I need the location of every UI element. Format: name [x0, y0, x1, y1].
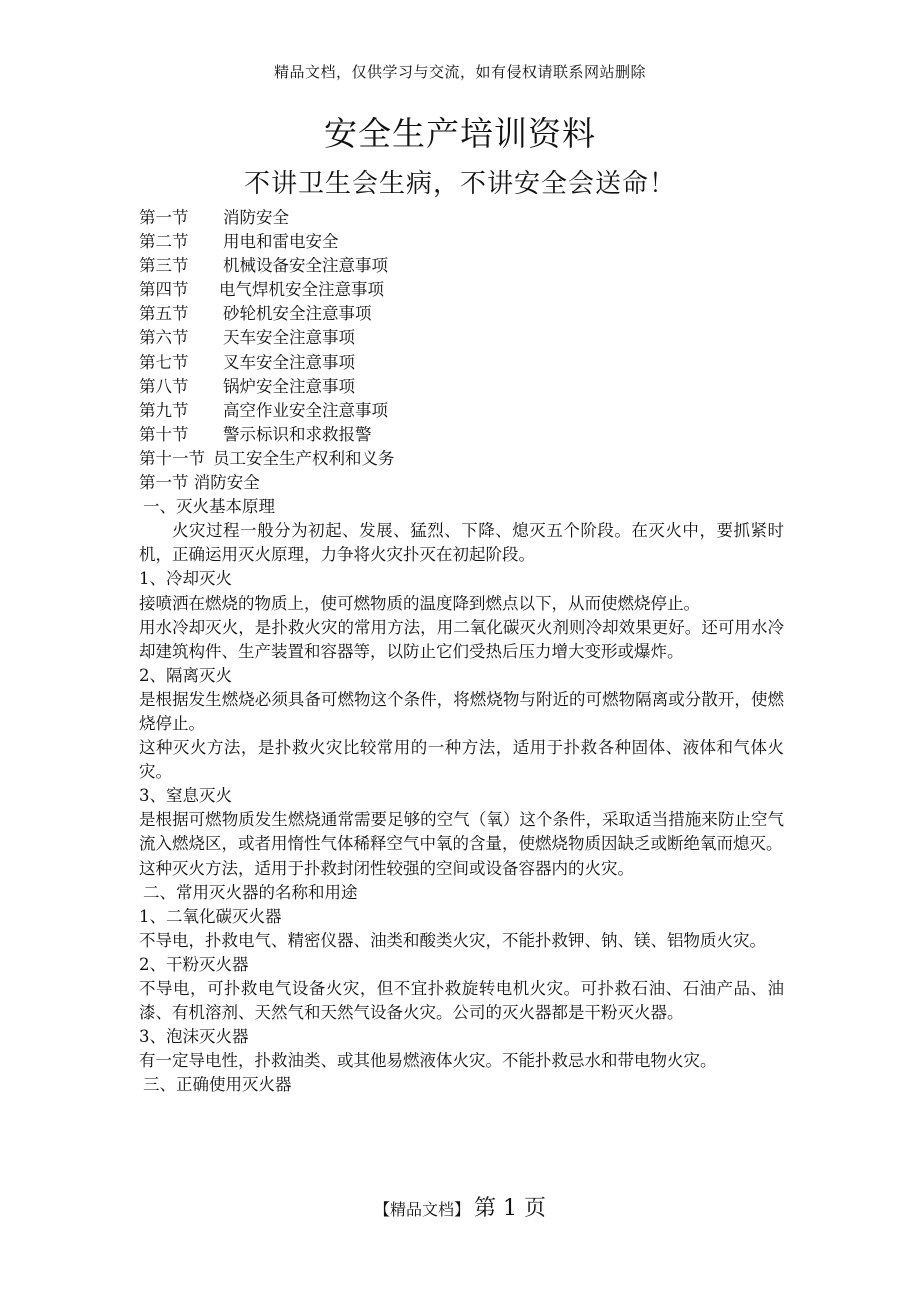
- heading-principles: 一、灭火基本原理: [143, 497, 275, 517]
- toc-text: 电气焊机安全注意事项: [219, 280, 384, 300]
- toc-item: [139, 326, 784, 350]
- toc-item: [139, 423, 784, 447]
- paragraph-dry-powder: 不导电，可扑救电气设备火灾，但不宜扑救旋转电机火灾。可扑救石油、石油产品、油漆、有机溶剂、天然气和天然气设备火灾。公司的灭火器都是干粉灭火器。: [139, 979, 784, 1023]
- document-subtitle: 不讲卫生会生病，不讲安全会送命！: [243, 169, 676, 199]
- paragraph-foam: 有一定导电性，扑救油类、或其他易燃液体火灾。不能扑救忌水和带电物火灾。: [139, 1051, 717, 1071]
- paragraph-suffocation-2: 这种灭火方法，适用于扑救封闭性较强的空间或设备容器内的火灾。: [139, 858, 634, 878]
- toc-text: 砂轮机安全注意事项: [223, 304, 372, 324]
- paragraph-cooling-1: 接喷洒在燃烧的物质上，使可燃物质的温度降到燃点以下，从而使燃烧停止。: [139, 593, 700, 613]
- toc-number: 第十节: [139, 424, 189, 444]
- heading-extinguishers: 二、常用灭火器的名称和用途: [143, 882, 358, 902]
- toc-item: [139, 351, 784, 375]
- toc-text: 天车安全注意事项: [223, 328, 355, 348]
- toc-number: 第三节: [139, 256, 189, 276]
- paragraph-suffocation-1: 是根据可燃物质发生燃烧通常需要足够的空气（氧）这个条件，采取适当措施来防止空气流入燃烧区，或者用惰性气体稀释空气中氧的含量，使燃烧物质因缺乏或断绝氧而熄灭。: [139, 810, 784, 854]
- toc-number: 第五节: [139, 304, 189, 324]
- toc-text: 员工安全生产权利和义务: [213, 448, 395, 468]
- toc-text: 锅炉安全注意事项: [223, 376, 355, 396]
- subheading-foam: 3、泡沫灭火器: [139, 1027, 249, 1047]
- toc-number: 第十一节: [139, 448, 205, 468]
- toc-number: 第一节: [139, 208, 189, 227]
- toc-item: [139, 375, 784, 399]
- page-footer: [0, 1194, 920, 1225]
- toc-number: 第六节: [139, 328, 189, 348]
- toc-text: 叉车安全注意事项: [223, 352, 355, 372]
- toc-item: [139, 230, 784, 254]
- table-of-contents: [139, 206, 784, 471]
- document-title: 安全生产培训资料: [324, 114, 596, 153]
- toc-item: [139, 302, 784, 326]
- footer-label: 【精品文档】: [374, 1200, 471, 1219]
- toc-item: [139, 399, 784, 423]
- toc-text: 用电和雷电安全: [223, 232, 339, 252]
- subheading-suffocation: 3、窒息灭火: [139, 786, 232, 806]
- toc-number: 第八节: [139, 376, 189, 396]
- toc-text: 机械设备安全注意事项: [223, 256, 388, 276]
- toc-item: [139, 447, 784, 471]
- toc-number: 第七节: [139, 352, 189, 372]
- paragraph-intro: 火灾过程一般分为初起、发展、猛烈、下降、熄灭五个阶段。在灭火中，要抓紧时机，正确运用灭火原理，力争将火灾扑灭在初起阶段。: [139, 521, 784, 565]
- heading-correct-use: 三、正确使用灭火器: [143, 1075, 292, 1095]
- paragraph-co2: 不导电，扑救电气、精密仪器、油类和酸类火灾，不能扑救钾、钠、镁、铝物质火灾。: [139, 930, 766, 950]
- toc-item: [139, 206, 784, 230]
- section-heading: 第一节 消防安全: [139, 473, 260, 493]
- toc-text: 警示标识和求救报警: [223, 424, 372, 444]
- paragraph-isolation-1: 是根据发生燃烧必须具备可燃物这个条件，将燃烧物与附近的可燃物隔离或分散开，使燃烧停止。: [139, 689, 784, 733]
- toc-item: [139, 254, 784, 278]
- subheading-dry-powder: 2、干粉灭火器: [139, 954, 249, 974]
- subheading-isolation: 2、隔离灭火: [139, 665, 232, 685]
- subheading-co2: 1、二氧化碳灭火器: [139, 906, 282, 926]
- paragraph-cooling-2: 用水冷却灭火，是扑救火灾的常用方法，用二氧化碳灭火剂则冷却效果更好。还可用水冷却建筑构件、生产装置和容器等，以防止它们受热后压力增大变形或爆炸。: [139, 617, 784, 661]
- toc-number: 第四节: [139, 280, 189, 300]
- toc-text: 消防安全: [223, 208, 289, 227]
- toc-text: 高空作业安全注意事项: [223, 400, 388, 420]
- toc-item: [139, 278, 784, 302]
- header-note: 精品文档，仅供学习与交流，如有侵权请联系网站删除: [273, 63, 646, 81]
- toc-number: 第九节: [139, 400, 189, 420]
- paragraph-isolation-2: 这种灭火方法，是扑救火灾比较常用的一种方法，适用于扑救各种固体、液体和气体火灾。: [139, 738, 784, 782]
- document-body: [139, 206, 784, 1097]
- page-number: 第 1 页: [474, 1196, 546, 1221]
- toc-number: 第二节: [139, 232, 189, 252]
- subheading-cooling: 1、冷却灭火: [139, 569, 232, 589]
